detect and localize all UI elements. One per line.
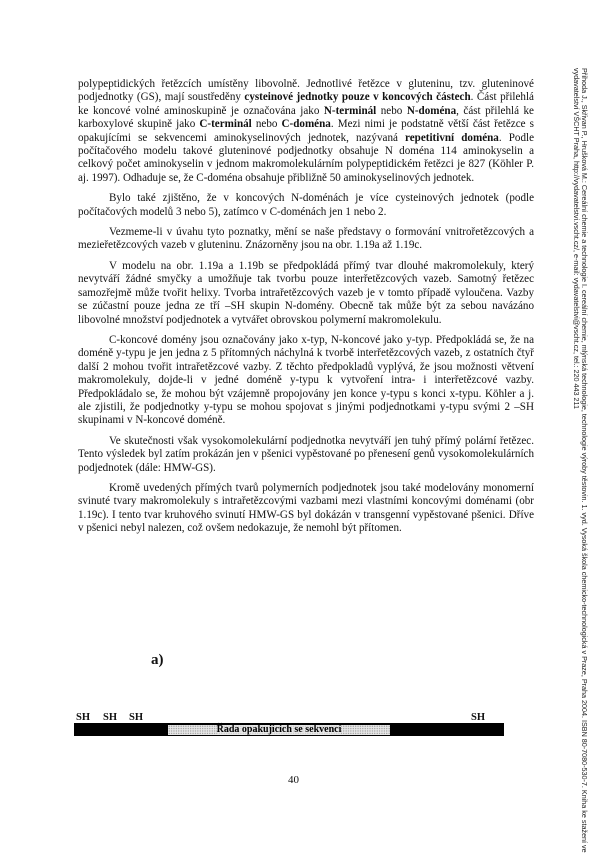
text-run: Bylo také zjištěno, že v koncových N-doménách je více cysteinových jednotek (podle počítačových modelů 3 nebo 5), zatímco v C-doménách jen 1 nebo 2. <box>78 192 534 218</box>
paragraph <box>78 482 534 536</box>
text-run: . Část přilehlá ke koncové volné aminoskupině je označována jako <box>78 91 534 117</box>
text-run: nebo <box>251 118 282 131</box>
page-number: 40 <box>288 774 299 786</box>
bold-term: cysteinové jednotky pouze v koncových částech <box>244 91 471 104</box>
text-run: nebo <box>376 104 407 117</box>
paragraph <box>78 192 534 219</box>
paragraph <box>78 226 534 253</box>
text-run: Kromě uvedených přímých tvarů polymerních podjednotek jsou také modelovány monomerní svinuté tvary makromolekuly s intrařetězcovými vazbami mezi vlastními koncovými doménami (obr 1.19c). I tento tvar kruhového svinutí HMW-GS byl dokázán v transgenní vypěstované pšenici. Dříve v pšenici nebyl nalezen, což ovšem nedokazuje, že nemohl být přítomen. <box>78 481 534 535</box>
sh-label: SH <box>76 712 91 723</box>
text-run: . Mezi nimi je podstatně větší část řetězce s opakujícími se sekvencemi aminokyselinových jednotek, nazývaná <box>78 118 534 144</box>
bold-term: N-doména <box>406 104 457 117</box>
text-run: Vezmeme-li v úvahu tyto poznatky, mění se naše představy o formování vnitrořetězcových a mezieřetězcových vazeb v gluteninu. Znázorněny jsou na obr. 1.19a až 1.19c. <box>78 226 534 252</box>
polypeptide-chain-bar <box>74 723 504 736</box>
sh-label: SH <box>103 712 118 723</box>
paragraph <box>78 260 534 327</box>
bold-term: C-doména <box>281 118 331 131</box>
text-run: C-koncové domény jsou označovány jako x-typ, N-koncové jako y-typ. Předpokládá se, že na doméně y-typu je jen jedna z 5 přítomných náchylná k tvorbě interřetězcových vazeb, z ostatních čtyř další 2 mohou tvořit intrařetězcové vazby. Z těchto předpokladů vyplývá, že jsou možnosti větvení makromolekuly, dojde-li v jedné doméně y-typu k vytvoření intra- i interřetězcové vazby. Předpokládalo se, že mohou být vzájemně propojovány jen konce y-typu s konci x-typu. Köhler a j. ale zjistili, že podjednotky y-typu se mohou spojovat s jinými podjednotkami y-typu svými 2 –SH skupinami v N-koncové doméně. <box>78 333 534 427</box>
repetitive-domain-label: Řada opakujících se sekvencí <box>216 723 342 735</box>
sh-label: SH <box>471 712 486 723</box>
body-text <box>78 78 534 543</box>
sh-label: SH <box>129 712 144 723</box>
paragraph <box>78 78 534 185</box>
bold-term: repetitivní doména <box>405 131 499 144</box>
side-citation-text: Příhoda J., Skřivan P., Hrušková M.: Cereální chemie a technologie I. cereální chemie, mlýnská technologie, technologie výroby těstovin. 1. vyd. Vysoká škola chemicko-technologická v Praze, Praha 2004. ISBN 80-7080-530-7. Kniha ke stažení ve vydavatelství VŠCHT Praha, http://vydavatelstvi.vscht.cz/, e-mail: vydavatelstvi@vscht.cz, tel.: 220 443 211 <box>571 68 589 853</box>
text-run: , část přilehlá ke karboxylové skupině jako <box>78 104 534 131</box>
text-run: V modelu na obr. 1.19a a 1.19b se předpokládá přímý tvar dlouhé makromolekuly, který nevytváří žádné smyčky a umožňuje tak tvorbu pouze interřetězcových vazeb. Samotný řetězec samozřejmě může tvořit helixy. Tvorba intrařetězcových vazeb je v tomto případě vyloučena. Vazby se zúčastní pouze jedna ze tří –SH skupin N-domény. Obecně tak může být za sebou navázáno libovolné množství podjednotek a vytvářet obrovskou polymerní makromolekulu. <box>78 259 534 326</box>
paragraph <box>78 435 534 475</box>
paragraph <box>78 334 534 428</box>
bold-term: N-terminál <box>323 104 377 117</box>
repetitive-domain-box <box>168 725 390 735</box>
side-citation <box>566 68 588 858</box>
bold-term: C-terminál <box>199 118 252 131</box>
text-run: polypeptidických řetězcích umístěny libovolně. Jednotlivé řetězce v gluteninu, tzv. gluteninové podjednotky (GS), mají soustředěny <box>78 78 534 104</box>
figure-label: a) <box>151 652 164 668</box>
text-run: Ve skutečnosti však vysokomolekulární podjednotka nevytváří jen tuhý přímý polární řetězec. Tento výsledek byl zatím prokázán jen v pšenici vypěstované po přenesení genů vysokomolekulárních podjednotek (dále: HMW-GS). <box>78 434 534 474</box>
text-run: . Podle počítačového modelu takové gluteninové podjednotky obsahuje N doména 114 aminokyselin a celkový počet aminokyselin v jednom makromolekulárním polypeptidickém řetězci je 827 (Köhler P. aj. 1997). Odhaduje se, že C-doména obsahuje přibližně 50 aminokyselinových jednotek. <box>78 131 535 184</box>
